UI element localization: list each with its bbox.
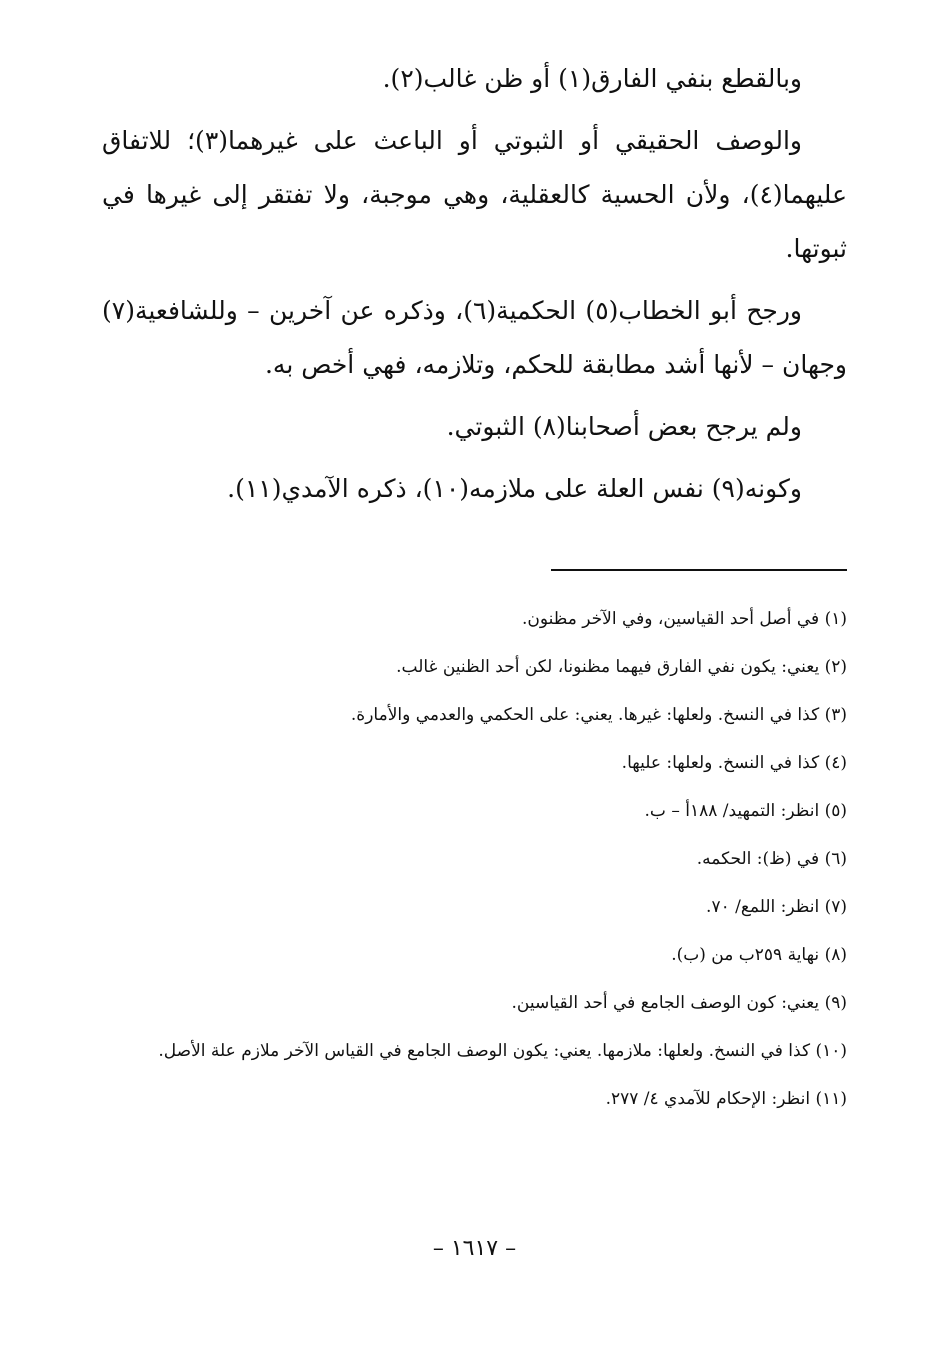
paragraph-4: ولم يرجح بعض أصحابنا(٨) الثبوتي. [446, 412, 802, 441]
page-number: – ١٦١٧ – [432, 1236, 517, 1261]
footnote-3: (٣) كذا في النسخ. ولعلها: غيرها. يعني: على الحكمي والعدمي والأمارة. [350, 705, 847, 725]
paragraph-2: والوصف الحقيقي أو الثبوتي أو الباعث على غيرهما(٣)؛ للاتفاق عليهما(٤)، ولأن الحسية كالعقلية، وهي موجبة، ولا تفتقر إلى غيرها في ثبوتها. [102, 126, 847, 263]
footnote-11: (١١) انظر: الإحكام للآمدي ٤/ ٢٧٧. [605, 1089, 847, 1109]
footnotes [105, 600, 847, 1128]
footnote-6: (٦) في (ظ): الحكمه. [696, 849, 847, 869]
paragraph-1: وبالقطع بنفي الفارق(١) أو ظن غالب(٢). [382, 64, 802, 93]
footnote-10: (١٠) كذا في النسخ. ولعلها: ملازمها. يعني: يكون الوصف الجامع في القياس الآخر ملازم علة الأصل. [158, 1041, 847, 1061]
main-text [102, 52, 847, 524]
footnote-5: (٥) انظر: التمهيد/ ١٨٨أ – ب. [644, 801, 847, 821]
footnote-7: (٧) انظر: اللمع/ ٧٠. [706, 897, 847, 917]
footnote-9: (٩) يعني: كون الوصف الجامع في أحد القياسين. [511, 993, 847, 1013]
footnote-4: (٤) كذا في النسخ. ولعلها: عليها. [621, 753, 847, 773]
footnote-8: (٨) نهاية ٢٥٩ب من (ب). [671, 945, 847, 965]
footnote-2: (٢) يعني: يكون نفي الفارق فيهما مظنونا، لكن أحد الظنين غالب. [396, 657, 847, 677]
footnote-divider [551, 569, 847, 571]
paragraph-5: وكونه(٩) نفس العلة على ملازمه(١٠)، ذكره الآمدي(١١). [227, 474, 802, 503]
footnote-1: (١) في أصل أحد القياسين، وفي الآخر مظنون. [521, 609, 847, 629]
paragraph-3: ورجح أبو الخطاب(٥) الحكمية(٦)، وذكره عن آخرين – وللشافعية(٧) وجهان – لأنها أشد مطابقة للحكم، وتلازمه، فهي أخص به. [102, 296, 847, 379]
